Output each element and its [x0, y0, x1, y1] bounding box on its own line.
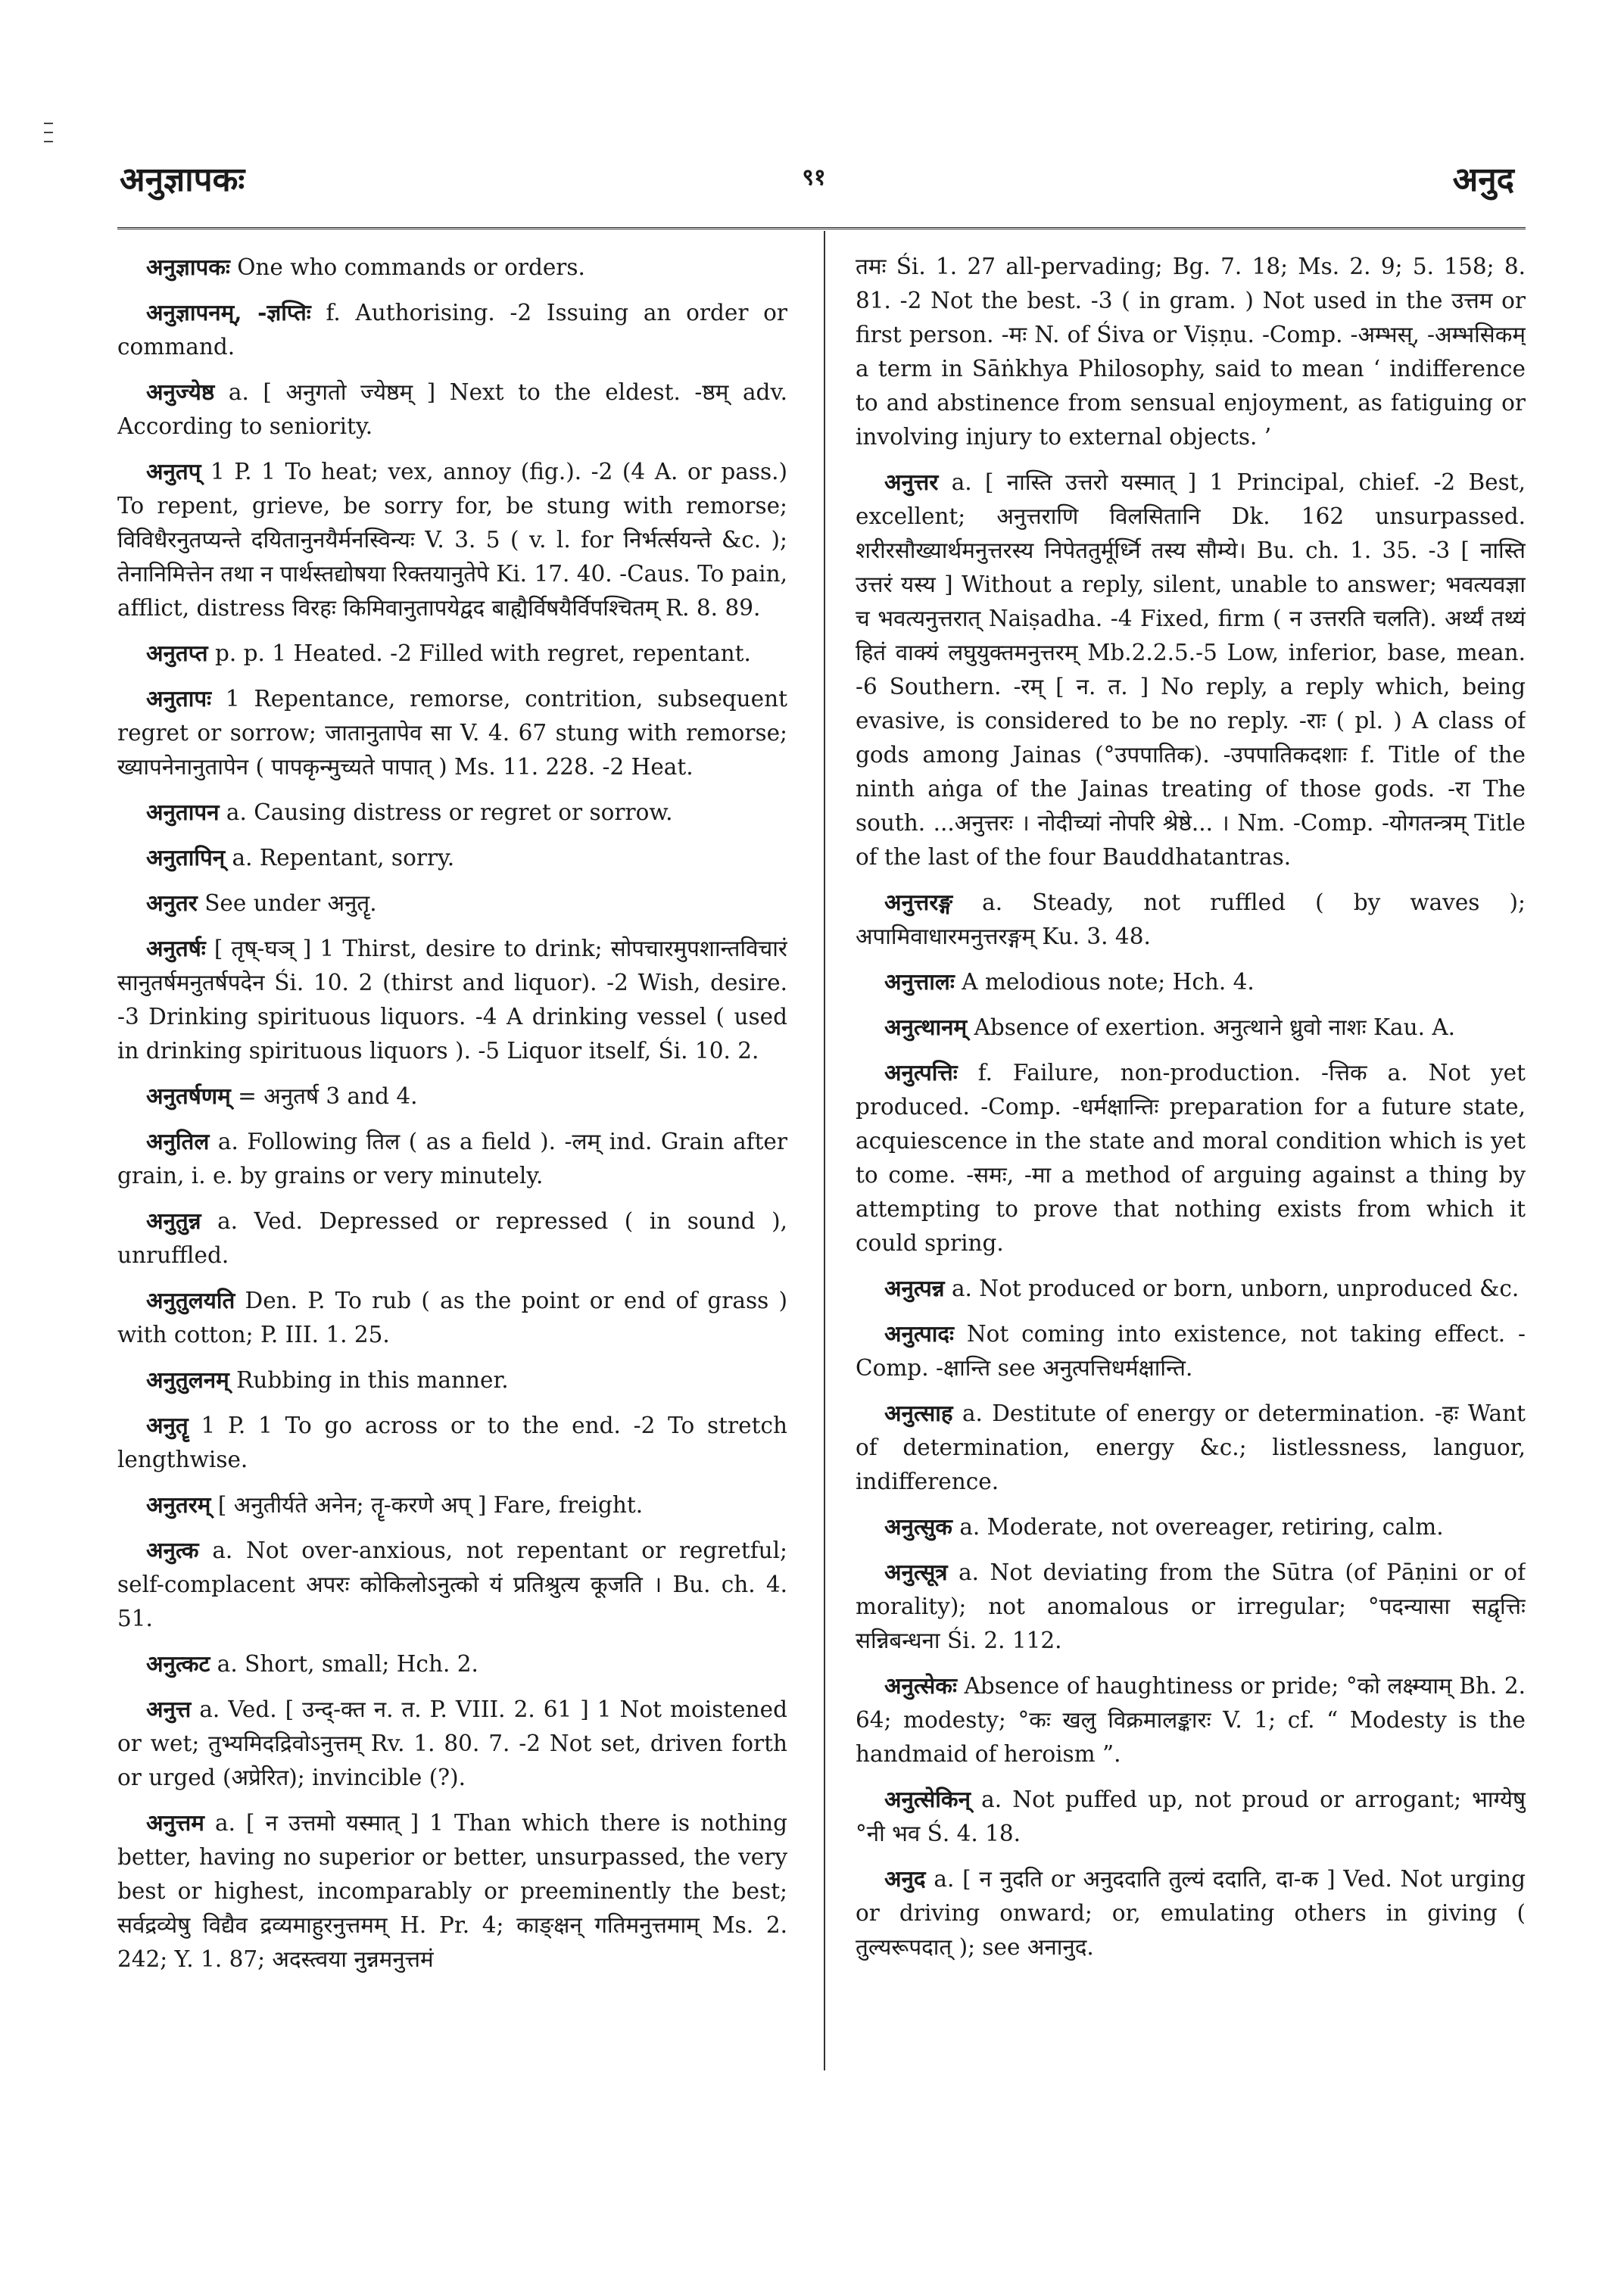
dictionary-entry	[117, 1363, 787, 1397]
dictionary-entry	[856, 1509, 1526, 1544]
entry-definition: a. Moderate, not overeager, retiring, calm.	[959, 1514, 1444, 1540]
dictionary-entry	[117, 295, 787, 364]
entry-definition: One who commands or orders.	[237, 254, 585, 280]
entry-definition: a. Ved. [ उन्द्-क्त न. त. P. VIII. 2. 61 ] 1 Not moistened or wet; तुभ्यमिदद्रिवोऽनुत्तम् Rv. 1. 80. 7. -2 Not set, driven forth or urged (अप्रेरित); invincible (?).	[117, 1696, 787, 1790]
entry-definition: See under अनुतॄ.	[204, 890, 377, 916]
dictionary-entry	[856, 250, 1526, 454]
entry-definition: Absence of haughtiness or pride; °को लक्ष्म्याम् Bh. 2. 64; modesty; °कः खलु विक्रमालङ्कारः V. 1; cf. “ Modesty is the handmaid of heroism ”.	[856, 1673, 1526, 1767]
entry-headword: अनुतरम्	[146, 1491, 211, 1518]
entry-headword: अनुत्क	[146, 1537, 199, 1563]
dictionary-entry	[117, 1647, 787, 1681]
entry-definition: a. Short, small; Hch. 2.	[217, 1651, 478, 1677]
entry-definition: A melodious note; Hch. 4.	[962, 969, 1255, 995]
entry-headword: अनुत्पत्तिः	[884, 1059, 958, 1086]
entry-headword: अनुत्थानम्	[884, 1014, 968, 1040]
entry-headword: अनुत्कट	[146, 1650, 210, 1677]
dictionary-entry	[856, 1010, 1526, 1045]
entry-definition: a. Not puffed up, not proud or arrogant; भाग्येषु °नी भव Ś. 4. 18.	[856, 1787, 1526, 1846]
dictionary-entry	[117, 454, 787, 625]
dictionary-entry	[117, 1079, 787, 1114]
dictionary-entry	[856, 1316, 1526, 1385]
dictionary-entry	[117, 1204, 787, 1273]
entry-definition: 1 Repentance, remorse, contrition, subsequent regret or sorrow; जातानुतापेव सा V. 4. 67 stung with remorse; ख्यापनेनानुतापेन ( पापकृन्मुच्यते पापात् ) Ms. 11. 228. -2 Heat.	[117, 686, 787, 780]
dictionary-entry	[856, 1782, 1526, 1851]
dictionary-entry	[117, 1283, 787, 1352]
entry-headword: अनुतर्षणम्	[146, 1083, 231, 1109]
running-head-left: अनुज्ञापकः	[120, 160, 245, 199]
entry-headword: अनुत्त	[146, 1696, 192, 1722]
entry-definition: a. [ अनुगतो ज्येष्ठम् ] Next to the eldest. -ष्ठम् adv. According to seniority.	[117, 379, 787, 439]
entry-definition: 1 P. 1 To go across or to the end. -2 To stretch lengthwise.	[117, 1413, 787, 1472]
entry-headword: अनुत्सुक	[884, 1513, 952, 1540]
dictionary-entry	[117, 1805, 787, 1977]
entry-definition: [ अनुतीर्यते अनेन; तॄ-करणे अप् ] Fare, freight.	[217, 1492, 644, 1518]
dictionary-entry	[117, 681, 787, 784]
entry-definition: a. Not produced or born, unborn, unproduced &c.	[951, 1276, 1520, 1301]
entry-definition: Rubbing in this manner.	[236, 1367, 509, 1393]
entry-headword: अनुद	[884, 1865, 926, 1892]
entry-headword: अनुत्सेकः	[884, 1672, 957, 1699]
entry-definition: a. [ नास्ति उत्तरो यस्मात् ] 1 Principal, chief. -2 Best, excellent; अनुत्तराणि विलसितानि Dk. 162 unsurpassed. शरीरसौख्यार्थमनुत्तरस्य निपेततुर्मूर्ध्नि तस्य सौम्ये। Bu. ch. 1. 35. -3 [ नास्ति उत्तरं यस्य ] Without a reply, silent, unable to answer; भवत्यवज्ञा च भवत्यनुत्तरात् Naiṣadha. -4 Fixed, firm ( न उत्तरति चलति). अर्थ्यं तथ्यं हितं वाक्यं लघुयुक्तमनुत्तरम् Mb.2.2.5.-5 Low, inferior, base, mean. -6 Southern. -रम् [ न. त. ] No reply, a reply which, being evasive, is considered to be no reply. -राः ( pl. ) A class of gods among Jainas (°उपपातिक). -उपपातिकदशाः f. Title of the ninth aṅga of the Jainas treating of those gods. -रा The south. ...अनुत्तरः । नोदीच्यां नोपरि श्रेष्ठे... । Nm. -Comp. -योगतन्त्रम् Title of the last of the four Bauddhatantras.	[856, 469, 1526, 870]
entry-headword: अनुत्पादः	[884, 1320, 955, 1347]
entry-definition: a. Steady, not ruffled ( by waves ); अपामिवाधारमनुत्तरङ्गम् Ku. 3. 48.	[856, 889, 1526, 949]
entry-headword: अनुत्साह	[884, 1400, 953, 1426]
entry-headword: अनुत्सूत्र	[884, 1559, 948, 1585]
entry-definition: a. Repentant, sorry.	[232, 845, 455, 871]
margin-tick-marks	[44, 123, 55, 150]
entry-definition: f. Failure, non-production. -त्तिक a. Not yet produced. -Comp. -धर्मक्षान्तिः preparation for a future state, acquiescence in the state and moral condition which is yet to come. -समः, -मा a method of arguing against a thing by attempting to prove that nothing exists from which it could spring.	[856, 1060, 1526, 1256]
right-column	[856, 250, 1526, 2248]
entry-headword: अनुतापः	[146, 685, 212, 712]
dictionary-entry	[117, 250, 787, 285]
dictionary-entry	[856, 1862, 1526, 1964]
entry-headword: अनुत्तम	[146, 1809, 204, 1836]
dictionary-entry	[117, 840, 787, 875]
dictionary-entry	[856, 885, 1526, 954]
dictionary-entry	[856, 1055, 1526, 1260]
entry-definition: [ तृष्-घञ् ] 1 Thirst, desire to drink; सोपचारमुपशान्तविचारं सानुतर्षमनुतर्षपदेन Śi. 10. 2 (thirst and liquor). -2 Wish, desire. -3 Drinking spirituous liquors. -4 A drinking vessel ( used in drinking spirituous liquors ). -5 Liquor itself, Śi. 10. 2.	[117, 936, 787, 1064]
entry-headword: अनुज्येष्ठ	[146, 379, 215, 405]
entry-headword: अनुत्सेकिन्	[884, 1786, 971, 1812]
entry-definition: Not coming into existence, not taking effect. -Comp. -क्षान्ति see अनुत्पत्तिधर्मक्षान्ति.	[856, 1321, 1526, 1381]
dictionary-entry	[856, 1396, 1526, 1499]
entry-headword: अनुतप्त	[146, 640, 208, 666]
entry-definition: a. Causing distress or regret or sorrow.	[226, 799, 673, 825]
entry-headword: अनुतापन	[146, 799, 220, 825]
dictionary-entry	[856, 465, 1526, 874]
dictionary-entry	[117, 636, 787, 671]
column-divider	[824, 231, 825, 2070]
dictionary-entry	[117, 1124, 787, 1193]
dictionary-entry	[856, 1271, 1526, 1306]
dictionary-entry	[117, 1692, 787, 1795]
entry-headword: अनुज्ञापकः	[146, 254, 230, 280]
entry-headword: अनुत्पन्न	[884, 1275, 945, 1301]
dictionary-entry	[856, 964, 1526, 999]
entry-definition: a. Destitute of energy or determination. -हः Want of determination, energy &c.; listlessness, languor, indifference.	[856, 1400, 1526, 1494]
entry-headword: अनुत्तरङ्ग	[884, 889, 953, 915]
dictionary-entry	[117, 1408, 787, 1477]
dictionary-entry	[856, 1555, 1526, 1658]
entry-headword: अनुत्तर	[884, 469, 939, 495]
entry-headword: अनुतुन्न	[146, 1207, 201, 1234]
entry-definition: 1 P. 1 To heat; vex, annoy (fig.). -2 (4 A. or pass.) To repent, grieve, be sorry for, be stung with remorse; विविधैरनुतप्यन्ते दयितानुनयैर्मनस्विन्यः V. 3. 5 ( v. l. for निर्भर्त्सयन्ते &c. ); तेनानिमित्तेन तथा न पार्थस्तद्योषया रिक्तयानुतेपे Ki. 17. 40. -Caus. To pain, afflict, distress विरहः किमिवानुतापयेद्वद बाह्यैर्विषयैर्विपश्चितम् R. 8. 89.	[117, 459, 787, 621]
entry-headword: अनुतिल	[146, 1128, 210, 1154]
dictionary-entry	[117, 375, 787, 444]
entry-headword: अनुतुलनम्	[146, 1366, 229, 1393]
left-column	[117, 250, 787, 2248]
entry-definition: तमः Śi. 1. 27 all-pervading; Bg. 7. 18; Ms. 2. 9; 5. 158; 8. 81. -2 Not the best. -3 ( in gram. ) Not used in the उत्तम or first person. -मः N. of Śiva or Viṣṇu. -Comp. -अम्भस्, -अम्भसिकम् a term in Sāṅkhya Philosophy, said to mean ‘ indifference to and abstinence from sensual enjoyment, as fatiguing or involving injury to external objects. ’	[856, 254, 1526, 450]
entry-headword: अनुतापिन्	[146, 844, 226, 871]
dictionary-entry	[117, 1488, 787, 1522]
entry-definition: f. Authorising. -2 Issuing an order or command.	[117, 300, 787, 360]
entry-definition: Den. P. To rub ( as the point or end of grass ) with cotton; P. III. 1. 25.	[117, 1288, 787, 1347]
entry-headword: अनुत्तालः	[884, 968, 955, 995]
entry-headword: अनुज्ञापनम्, -ज्ञप्तिः	[146, 299, 311, 326]
entry-headword: अनुतर	[146, 889, 198, 916]
entry-headword: अनुतॄ	[146, 1412, 189, 1438]
entry-headword: अनुतर्षः	[146, 935, 206, 961]
dictionary-entry	[117, 795, 787, 830]
entry-definition: a. Ved. Depressed or repressed ( in sound ), unruffled.	[117, 1208, 787, 1268]
dictionary-entry	[117, 931, 787, 1068]
entry-headword: अनुतुलयति	[146, 1287, 235, 1313]
entry-definition: a. Following तिल ( as a field ). -लम् ind. Grain after grain, i. e. by grains or very minutely.	[117, 1129, 787, 1189]
dictionary-entry	[117, 886, 787, 921]
entry-definition: a. [ न नुदति or अनुददाति तुल्यं ददाति, दा-क ] Ved. Not urging or driving onward; or, emulating others in giving ( तुल्यरूपदात् ); see अनानुद.	[856, 1866, 1526, 1960]
entry-headword: अनुतप्	[146, 458, 201, 484]
running-head-right: अनुद	[1452, 160, 1514, 199]
entry-definition: a. Not over-anxious, not repentant or regretful; self-complacent अपरः कोकिलोऽनुत्को यं प्रतिश्रुत्य कूजति । Bu. ch. 4. 51.	[117, 1537, 787, 1631]
entry-definition: = अनुतर्ष 3 and 4.	[238, 1083, 418, 1109]
page-number: ९१	[802, 164, 826, 191]
dictionary-entry	[117, 1533, 787, 1636]
dictionary-entry	[856, 1668, 1526, 1771]
entry-definition: a. Not deviating from the Sūtra (of Pāṇini or of morality); not anomalous or irregular; °पदन्यासा सद्वृत्तिः सन्निबन्धना Śi. 2. 112.	[856, 1559, 1526, 1653]
entry-definition: p. p. 1 Heated. -2 Filled with regret, repentant.	[215, 640, 751, 666]
header-rule	[117, 227, 1526, 229]
entry-definition: a. [ न उत्तमो यस्मात् ] 1 Than which there is nothing better, having no superior or better, unsurpassed, the very best or highest, incomparably or preeminently the best; सर्वद्रव्येषु विद्यैव द्रव्यमाहुरनुत्तमम् H. Pr. 4; काङ्क्षन् गतिमनुत्तमाम् Ms. 2. 242; Y. 1. 87; अदस्त्वया नुन्नमनुत्तमं	[117, 1810, 787, 1972]
entry-definition: Absence of exertion. अनुत्थाने ध्रुवो नाशः Kau. A.	[974, 1014, 1456, 1040]
